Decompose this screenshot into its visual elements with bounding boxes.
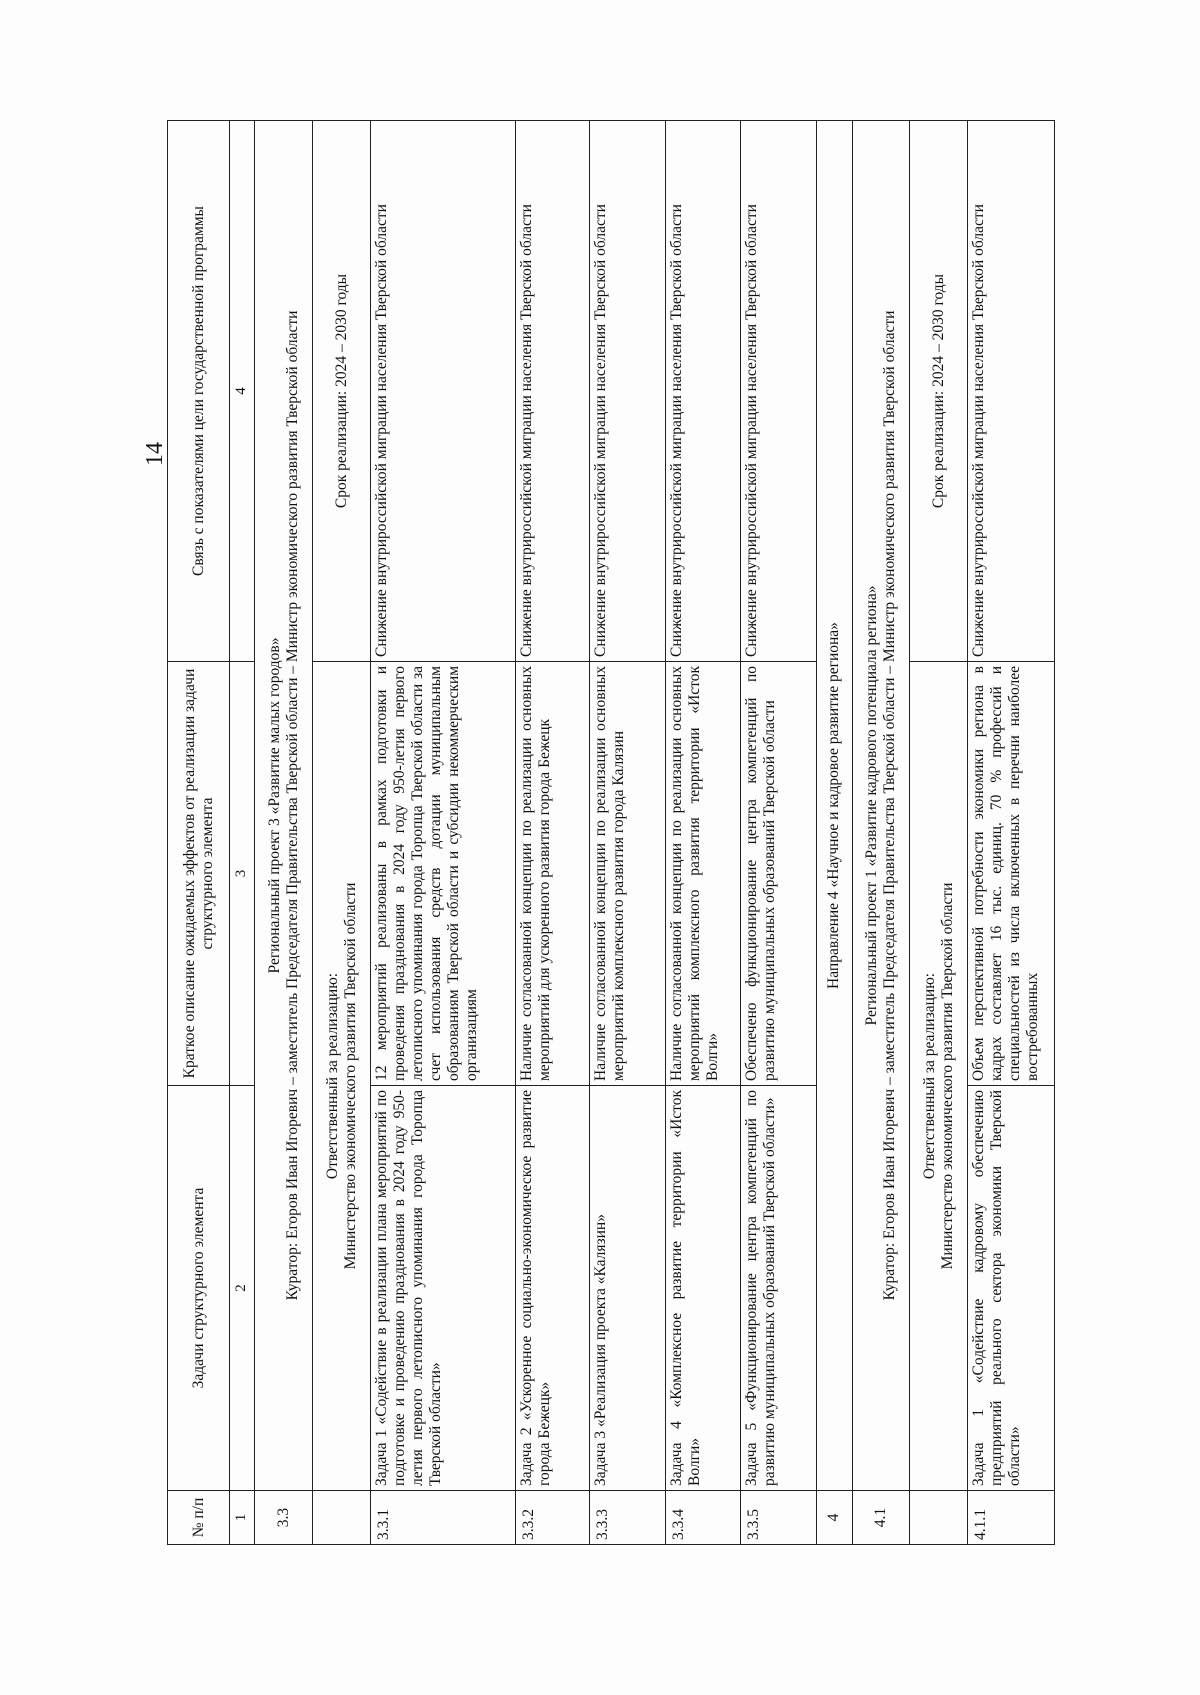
row-effect: 12 мероприятий реализованы в рамках подготовки и проведения празднования в 2024 году 950-летия первого летописного упоминания города Торопца Тверской области за счет использования средств дотации муниципальным образованиям Тверской области и субсидии некоммерческим организациям [371, 662, 515, 1086]
project41-row [852, 121, 910, 1545]
direction4-title: Направление 4 «Научное и кадровое развитие региона» [816, 121, 852, 1491]
project3-row [255, 121, 313, 1545]
project3-term: Срок реализации: 2024 – 2030 годы [313, 121, 371, 662]
index-cell: 1 [230, 1491, 255, 1545]
project41-title: Региональный проект 1 «Развитие кадрового потенциала региона» [862, 585, 880, 1026]
project3-resp-label: Ответственный за реализацию: [323, 972, 341, 1180]
row-num: 3.3.4 [666, 1491, 740, 1545]
row-task: Задача 4 «Комплексное развитие территории «Исток Волги» [666, 1086, 740, 1491]
table-row [968, 121, 1055, 1545]
row-task: Задача 1 «Содействие в реализации плана мероприятий по подготовке и проведению празднования в 2024 году 950-летия первого летописного упоминания города Торопца Тверской области» [371, 1086, 515, 1491]
project41-cell [852, 121, 910, 1491]
project41-num: 4.1 [852, 1491, 910, 1545]
index-cell: 3 [230, 662, 255, 1086]
table-row [666, 121, 740, 1545]
project3-num: 3.3 [255, 1491, 313, 1545]
row-num: 3.3.1 [371, 1491, 515, 1545]
table-row [371, 121, 515, 1545]
empty-cell [910, 1491, 968, 1545]
index-cell: 4 [230, 121, 255, 662]
index-row [230, 121, 255, 1545]
row-num: 3.3.3 [590, 1491, 666, 1545]
project3-title: Региональный проект 3 «Развитие малых городов» [265, 637, 283, 974]
row-link: Снижение внутрироссийской миграции населения Тверской области [666, 121, 740, 662]
index-cell: 2 [230, 1086, 255, 1491]
row-link: Снижение внутрироссийской миграции населения Тверской области [968, 121, 1055, 662]
project41-resp-value: Министерство экономического развития Тверской области [938, 882, 956, 1270]
row-effect: Наличие согласованной концепции по реализации основных мероприятий для ускоренного развития города Бежецк [515, 662, 589, 1086]
direction4-row [816, 121, 852, 1545]
project3-cell [255, 121, 313, 1491]
header-link: Связь с показателями цели государственной программы [168, 121, 230, 662]
row-effect: Объем перспективной потребности экономики региона в кадрах составляет 16 тыс. единиц. 70 % профессий и специальностей из числа включенных в перечни наиболее востребованных [968, 662, 1055, 1086]
table-row [515, 121, 589, 1545]
header-num: № п/п [168, 1491, 230, 1545]
project41-resp-label: Ответственный за реализацию: [920, 972, 938, 1180]
empty-cell [313, 1491, 371, 1545]
project41-resp-cell [910, 662, 968, 1491]
page-number: 14 [142, 442, 168, 466]
program-table [167, 120, 1055, 1545]
project3-resp-cell [313, 662, 371, 1491]
row-link: Снижение внутрироссийской миграции населения Тверской области [590, 121, 666, 662]
row-num: 4.1.1 [968, 1491, 1055, 1545]
row-task: Задача 1 «Содействие кадровому обеспечению предприятий реального сектора экономики Тверской области» [968, 1086, 1055, 1491]
project41-curator: Куратор: Егоров Иван Игоревич – заместитель Председателя Правительства Тверской области – Министр экономического развития Тверской области [880, 310, 898, 1301]
table-row [740, 121, 816, 1545]
row-task: Задача 3 «Реализация проекта «Калязин» [590, 1086, 666, 1491]
direction4-num: 4 [816, 1491, 852, 1545]
header-tasks: Задачи структурного элемента [168, 1086, 230, 1491]
row-effect: Наличие согласованной концепции по реализации основных мероприятий комплексного развития территории «Исток Волги» [666, 662, 740, 1086]
table-row [590, 121, 666, 1545]
project41-resp-row [910, 121, 968, 1545]
row-task: Задача 5 «Функционирование центра компетенций по развитию муниципальных образований Тверской области» [740, 1086, 816, 1491]
header-effects: Краткое описание ожидаемых эффектов от реализации задачи структурного элемента [168, 662, 230, 1086]
row-effect: Обеспечено функционирование центра компетенций по развитию муниципальных образований Тверской области [740, 662, 816, 1086]
project3-resp-value: Министерство экономического развития Тверской области [341, 882, 359, 1270]
rotated-table-container [167, 121, 1055, 1545]
row-link: Снижение внутрироссийской миграции населения Тверской области [371, 121, 515, 662]
header-row [168, 121, 230, 1545]
project3-resp-row [313, 121, 371, 1545]
row-task: Задача 2 «Ускоренное социально-экономическое развитие города Бежецк» [515, 1086, 589, 1491]
row-link: Снижение внутрироссийской миграции населения Тверской области [740, 121, 816, 662]
row-num: 3.3.2 [515, 1491, 589, 1545]
row-num: 3.3.5 [740, 1491, 816, 1545]
row-link: Снижение внутрироссийской миграции населения Тверской области [515, 121, 589, 662]
project41-term: Срок реализации: 2024 – 2030 годы [910, 121, 968, 662]
project3-curator: Куратор: Егоров Иван Игоревич – заместитель Председателя Правительства Тверской области – Министр экономического развития Тверской области [283, 310, 301, 1301]
row-effect: Наличие согласованной концепции по реализации основных мероприятий комплексного развития города Калязин [590, 662, 666, 1086]
